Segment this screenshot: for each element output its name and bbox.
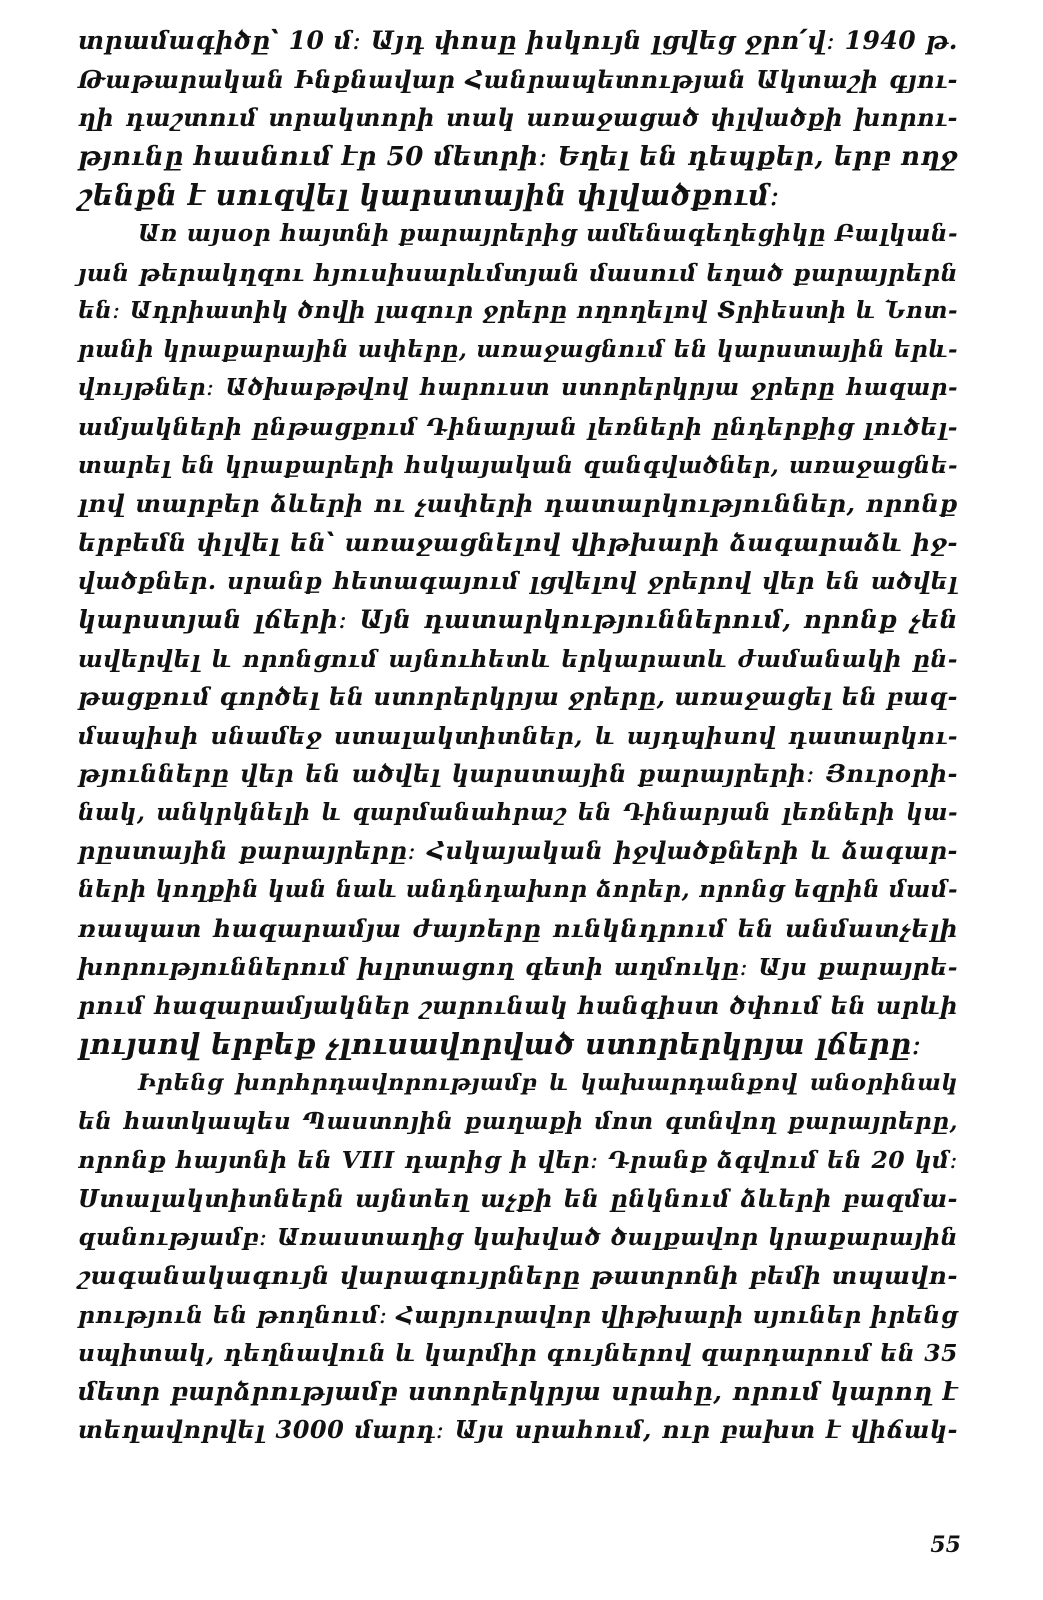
text-line: մետր բարձրությամբ ստորերկրյա սրահը, որում կարող է <box>78 1376 958 1406</box>
text-line: թյունները վեր են ածվել կարստային քարայրերի։ Յուրօրի- <box>78 759 958 789</box>
text-line: վույթներ։ Ածխաթթվով հարուստ ստորերկրյա ջրերը հազար- <box>78 374 958 402</box>
text-line: երբեմն փլվել են՝ առաջացնելով վիթխարի ձագարաձև իջ- <box>78 527 958 557</box>
text-line: տարել են կրաքարերի հսկայական զանգվածներ, առաջացնե- <box>78 451 958 479</box>
text-line: լով տարբեր ձևերի ու չափերի դատարկություններ, որոնք <box>78 489 958 519</box>
text-line: են հատկապես Պաստոյին քաղաքի մոտ գտնվող քարայրերը, <box>78 1107 958 1135</box>
text-line: որոնք հայտնի են VIII դարից ի վեր։ Դրանք ձգվում են 20 կմ։ <box>78 1146 958 1175</box>
text-line: Իրենց խորհրդավորությամբ և կախարդանքով անօրինակ <box>138 1070 958 1097</box>
text-line: սպիտակ, դեղնավուն և կարմիր գույներով զարդարում են 35 <box>78 1339 958 1368</box>
text-line: ամյակների ընթացքում Դինարյան լեռների ընդերքից լուծել- <box>78 412 958 441</box>
text-line: զանությամբ։ Առաստաղից կախված ծալքավոր կրաքարային <box>78 1223 958 1252</box>
text-line: ռապատ հազարամյա ժայռերը ունկնդրում են անմատչելի <box>78 913 958 943</box>
page-number: 55 <box>930 1532 961 1558</box>
text-line: ավերվել և որոնցում այնուհետև երկարատև ժամանակի ըն- <box>78 644 958 673</box>
text-line: րանի կրաքարային ափերը, առաջացնում են կարստային երև- <box>78 335 958 363</box>
text-line: թացքում գործել են ստորերկրյա ջրերը, առաջացել են բազ- <box>78 682 958 712</box>
text-line: շագանակագույն վարագույրները թատրոնի բեմի տպավո- <box>78 1261 958 1290</box>
text-line: խորություններում խլրտացող գետի աղմուկը։ Այս քարայրե- <box>78 953 958 982</box>
body-text <box>78 22 958 1450</box>
text-line: կարստյան լճերի։ Այն դատարկություններում, որոնք չեն <box>78 604 958 634</box>
text-line: րում հազարամյակներ շարունակ հանգիստ ծփում են արևի <box>78 990 958 1020</box>
text-line: տեղավորվել 3000 մարդ։ Այս սրահում, ուր բախտ է վիճակ- <box>78 1415 958 1445</box>
text-line: են։ Ադրիատիկ ծովի լազուր ջրերը ողողելով Տրիեստի և Նոտ- <box>78 297 958 325</box>
text-line: նակ, անկրկնելի և զարմանահրաշ են Դինարյան լեռների կա- <box>78 798 958 826</box>
text-line: շենքն է սուզվել կարստային փլվածքում։ <box>78 178 780 213</box>
text-line: յան թերակղզու հյուսիսարևմտյան մասում եղած քարայրերն <box>78 258 958 287</box>
text-line: րըստային քարայրերը։ Հսկայական իջվածքների և ձագար- <box>78 836 958 866</box>
text-line: ղի դաշտում տրակտորի տակ առաջացած փլվածքի խորու- <box>78 103 958 133</box>
text-line: Թաթարական Ինքնավար Հանրապետության Ակտաշի գյու- <box>78 64 958 94</box>
text-line: լույսով երբեք չլուսավորված ստորերկրյա լճերը։ <box>78 1027 922 1062</box>
text-line: մապիսի սնամեջ ստալակտիտներ, և այդպիսով դատարկու- <box>78 721 958 750</box>
text-line: թյունը հասնում էր 50 մետրի։ Եղել են դեպքեր, երբ ողջ <box>78 141 958 172</box>
text-line: ների կողքին կան նաև անդնդախոր ձորեր, որոնց եզրին մամ- <box>78 876 958 904</box>
text-line: Առ այսօր հայտնի քարայրերից ամենագեղեցիկը Բալկան- <box>138 219 958 247</box>
text-line: Ստալակտիտներն այնտեղ աչքի են ընկնում ձևերի բազմա- <box>78 1183 958 1213</box>
text-line: տրամագիծը՝ 10 մ։ Այդ փոսը իսկույն լցվեց ջրո՛վ։ 1940 թ. <box>78 26 958 55</box>
text-line: րություն են թողնում։ Հարյուրավոր վիթխարի սյուներ իրենց <box>78 1300 958 1329</box>
text-line: վածքներ. սրանք հետագայում լցվելով ջրերով վեր են ածվել <box>78 567 958 596</box>
